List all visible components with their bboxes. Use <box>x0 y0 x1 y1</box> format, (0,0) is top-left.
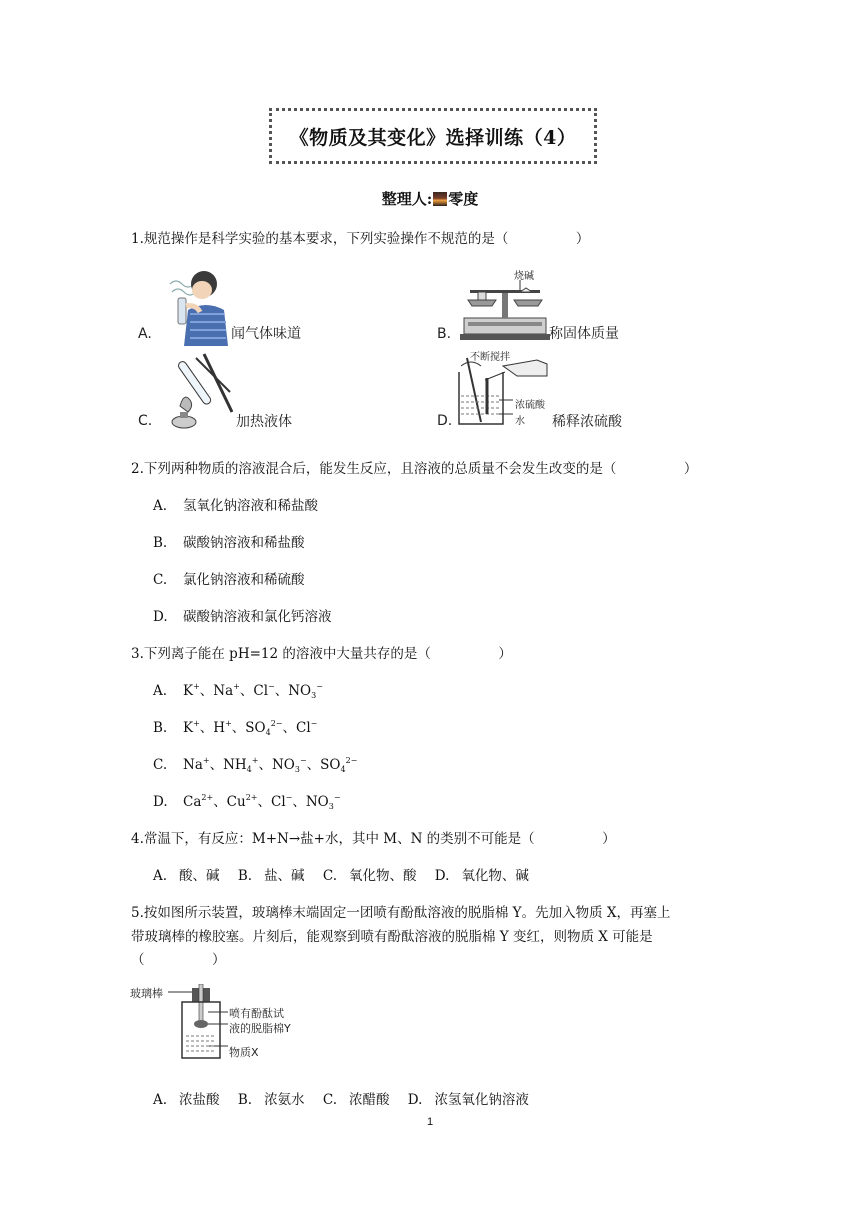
q5-fig-x-label: 物质X <box>229 1046 259 1059</box>
q2-option-d: D. 碳酸钠溶液和氯化钙溶液 <box>153 609 332 625</box>
q4-stem: 4.常温下，有反应：M+N→盐+水，其中 M、N 的类别不可能是（ ） <box>131 831 616 847</box>
q5-option-d: D. 浓氢氧化钠溶液 <box>407 1092 529 1108</box>
q2-option-a: A. 氢氧化钠溶液和稀盐酸 <box>153 498 318 514</box>
balance-illustration-icon <box>460 278 550 342</box>
q5-option-c: C. 浓醋酸 <box>322 1092 390 1108</box>
q1-d-caption: 稀释浓硫酸 <box>552 414 622 430</box>
q5-stem-line1: 5.按如图所示装置，玻璃棒末端固定一团喷有酚酞溶液的脱脂棉 Y。先加入物质 X，再塞上 <box>131 905 671 921</box>
q3-stem: 3.下列离子能在 pH=12 的溶液中大量共存的是（ ） <box>131 646 512 662</box>
q5-option-b: B. 浓氨水 <box>237 1092 305 1108</box>
flask-apparatus-illustration-icon <box>168 984 234 1062</box>
q1-b-letter: B. <box>437 326 452 342</box>
smell-gas-illustration-icon <box>160 266 232 346</box>
author-label: 整理人: <box>381 190 433 208</box>
heating-liquid-illustration-icon <box>160 352 240 432</box>
q3-option-d: D. $Ca^{2+}$、$Cu^{2+}$、Cl−、$NO_3^-$ <box>153 793 341 811</box>
q3-option-c: C. Na+、$NH_4^+$、$NO_3^-$、$SO_4^{2-}$ <box>153 756 358 774</box>
author-avatar-icon <box>433 192 447 206</box>
q1-d-stir-label: 不断搅拌 <box>470 352 510 363</box>
q4-option-b: B. 盐、碱 <box>237 868 305 884</box>
q1-d-letter: D. <box>437 413 453 429</box>
q4-options <box>153 864 543 884</box>
q4-option-c: C. 氧化物、酸 <box>322 868 417 884</box>
q2-option-c: C. 氯化钠溶液和稀硫酸 <box>153 572 305 588</box>
q5-stem-line2: 带玻璃棒的橡胶塞。片刻后，能观察到喷有酚酞溶液的脱脂棉 Y 变红，则物质 X 可能是 <box>131 929 653 945</box>
q3-option-a: A. K+、Na+、Cl−、$NO_3^-$ <box>153 682 323 700</box>
q5-fig-rod-label: 玻璃棒 <box>130 987 163 1000</box>
q5-fig-cotton-label-2: 液的脱脂棉Y <box>229 1022 291 1035</box>
q5-option-a: A. 浓盐酸 <box>153 1092 220 1108</box>
q3-option-b: B. K+、H+、$SO_4^{2-}$、Cl− <box>153 719 318 737</box>
q4-option-d: D. 氧化物、碱 <box>434 868 529 884</box>
q1-b-caption: 称固体质量 <box>549 326 619 342</box>
page-number: 1 <box>426 1116 434 1128</box>
title-text: 《物质及其变化》选择训练（4） <box>289 126 577 149</box>
q1-c-letter: C. <box>138 413 153 429</box>
q5-options <box>153 1088 543 1108</box>
q5-stem-line3: （ ） <box>131 952 226 968</box>
q1-stem: 1.规范操作是科学实验的基本要求，下列实验操作不规范的是（ ） <box>131 231 590 247</box>
q1-b-label: 烧碱 <box>514 271 534 282</box>
q1-d-acid-label: 浓硫酸 <box>515 400 545 411</box>
q4-option-a: A. 酸、碱 <box>153 868 220 884</box>
dilute-acid-illustration-icon <box>455 352 555 432</box>
q2-option-b: B. 碳酸钠溶液和稀盐酸 <box>153 535 305 551</box>
q5-fig-cotton-label-1: 喷有酚酞试 <box>229 1007 284 1020</box>
q2-stem: 2.下列两种物质的溶液混合后，能发生反应，且溶液的总质量不会发生改变的是（ ） <box>131 461 698 477</box>
page-title <box>269 108 597 164</box>
author-line <box>0 188 860 209</box>
q1-a-letter: A. <box>138 326 152 342</box>
q1-a-caption: 闻气体味道 <box>231 326 301 342</box>
q1-c-caption: 加热液体 <box>236 414 292 430</box>
q1-d-water-label: 水 <box>515 416 525 427</box>
author-name: 零度 <box>448 190 479 208</box>
